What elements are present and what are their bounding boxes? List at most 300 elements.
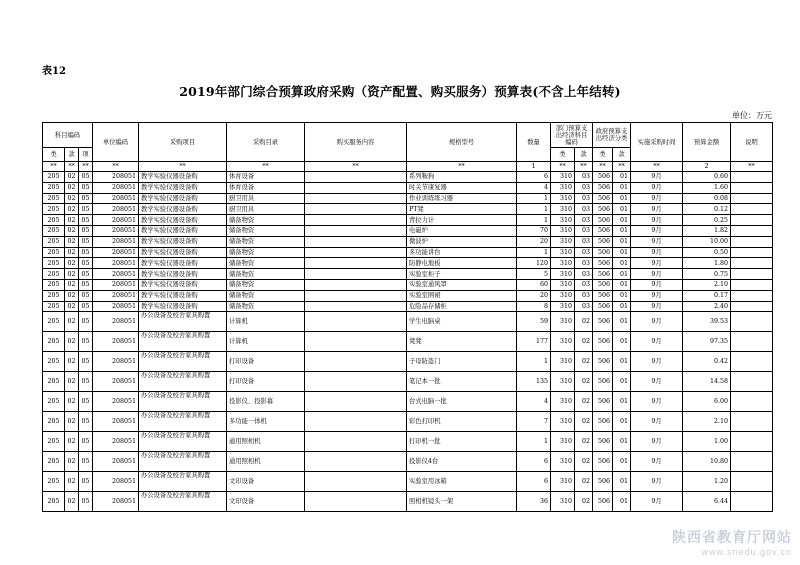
header-service: 购买服务内容 (305, 123, 407, 162)
cell-service (305, 172, 407, 183)
cell-gov-lei: 506 (593, 269, 613, 280)
cell-amount: 1.00 (683, 432, 731, 452)
cell-xiang: 05 (79, 472, 93, 492)
cell-dept-kuan: 02 (575, 372, 593, 392)
cell-time: 9月 (631, 193, 683, 204)
cell-note (731, 269, 773, 280)
cell-lei: 205 (43, 204, 65, 215)
cell-gov-lei: 506 (593, 172, 613, 183)
table-row (43, 225, 773, 236)
cell-qty: 36 (517, 492, 551, 512)
cell-service (305, 269, 407, 280)
cell-gov-kuan: 01 (613, 225, 631, 236)
cell-catalog: 储备物资 (227, 269, 305, 280)
cell-dept-lei: 310 (551, 236, 575, 247)
cell-amount: 0.75 (683, 269, 731, 280)
cell-kuan: 02 (65, 258, 79, 269)
header-amount: 预算金额 (683, 123, 731, 162)
cell-service (305, 290, 407, 301)
cell-service (305, 236, 407, 247)
cell-gov-lei: 506 (593, 332, 613, 352)
cell-xiang: 05 (79, 412, 93, 432)
cell-dept-lei: 310 (551, 258, 575, 269)
cell-unit-code: 208051 (93, 279, 139, 290)
cell-item: 教学实验仪器设备购 (139, 204, 227, 215)
cell-amount: 1.60 (683, 182, 731, 193)
cell-dept-lei: 310 (551, 472, 575, 492)
cell-time: 9月 (631, 225, 683, 236)
cell-gov-kuan: 01 (613, 412, 631, 432)
cell-dept-kuan: 03 (575, 258, 593, 269)
cell-catalog: 储备物资 (227, 258, 305, 269)
cell-gov-kuan: 01 (613, 182, 631, 193)
cell-unit-code: 208051 (93, 258, 139, 269)
table-row (43, 236, 773, 247)
cell-amount: 2.10 (683, 412, 731, 432)
idx-cell: ** (631, 162, 683, 172)
cell-kuan: 02 (65, 352, 79, 372)
header-unit-code: 单位编码 (93, 123, 139, 162)
cell-xiang: 05 (79, 432, 93, 452)
header-lei: 类 (43, 148, 65, 162)
cell-gov-lei: 506 (593, 312, 613, 332)
cell-item: 教学实验仪器设备购 (139, 225, 227, 236)
cell-spec: 系列鞍狗 (407, 172, 517, 183)
cell-lei: 205 (43, 472, 65, 492)
cell-xiang: 05 (79, 236, 93, 247)
cell-catalog: 投影仪、投影幕 (227, 392, 305, 412)
cell-qty: 1 (517, 193, 551, 204)
cell-dept-kuan: 03 (575, 236, 593, 247)
idx-cell: ** (65, 162, 79, 172)
cell-xiang: 05 (79, 332, 93, 352)
cell-unit-code: 208051 (93, 269, 139, 280)
cell-item: 办公设备及校舍家具购置 (139, 492, 227, 512)
cell-dept-kuan: 03 (575, 182, 593, 193)
cell-kuan: 02 (65, 182, 79, 193)
cell-catalog: 文印设备 (227, 472, 305, 492)
watermark-url: www.snedu.gov.cn (701, 547, 792, 557)
cell-qty: 60 (517, 279, 551, 290)
cell-spec: 凳凳 (407, 332, 517, 352)
cell-gov-lei: 506 (593, 247, 613, 258)
cell-amount: 0.12 (683, 204, 731, 215)
cell-gov-kuan: 01 (613, 215, 631, 226)
index-row (43, 162, 773, 172)
cell-dept-lei: 310 (551, 269, 575, 280)
cell-catalog: 通用照相机 (227, 452, 305, 472)
cell-item: 办公设备及校舍家具购置 (139, 432, 227, 452)
cell-qty: 120 (517, 258, 551, 269)
cell-amount: 0.17 (683, 290, 731, 301)
cell-lei: 205 (43, 392, 65, 412)
header-catalog: 采购目录 (227, 123, 305, 162)
cell-amount: 2.40 (683, 301, 731, 312)
cell-service (305, 412, 407, 432)
cell-catalog: 厨卫用具 (227, 204, 305, 215)
cell-dept-kuan: 03 (575, 225, 593, 236)
cell-unit-code: 208051 (93, 225, 139, 236)
cell-gov-lei: 506 (593, 225, 613, 236)
idx-cell: ** (93, 162, 139, 172)
header-item: 采购项目 (139, 123, 227, 162)
cell-kuan: 02 (65, 412, 79, 432)
table-row (43, 452, 773, 472)
cell-item: 办公设备及校舍家具购置 (139, 452, 227, 472)
cell-time: 9月 (631, 182, 683, 193)
cell-unit-code: 208051 (93, 352, 139, 372)
cell-service (305, 312, 407, 332)
cell-item: 办公设备及校舍家具购置 (139, 372, 227, 392)
cell-service (305, 247, 407, 258)
cell-service (305, 452, 407, 472)
cell-unit-code: 208051 (93, 412, 139, 432)
table-row (43, 372, 773, 392)
cell-note (731, 452, 773, 472)
header-impl-time: 实施采购时间 (631, 123, 683, 162)
cell-spec: 危险品存储柜 (407, 301, 517, 312)
cell-lei: 205 (43, 301, 65, 312)
table-row (43, 352, 773, 372)
cell-spec: 实验室柜子 (407, 269, 517, 280)
cell-gov-lei: 506 (593, 392, 613, 412)
cell-gov-kuan: 01 (613, 204, 631, 215)
cell-qty: 177 (517, 332, 551, 352)
cell-dept-lei: 310 (551, 352, 575, 372)
cell-spec: 台式电脑一批 (407, 392, 517, 412)
cell-time: 9月 (631, 247, 683, 258)
cell-gov-kuan: 01 (613, 432, 631, 452)
cell-gov-kuan: 01 (613, 301, 631, 312)
cell-item: 教学实验仪器设备购 (139, 215, 227, 226)
cell-spec: PT凳 (407, 204, 517, 215)
cell-amount: 10.80 (683, 452, 731, 472)
cell-note (731, 247, 773, 258)
cell-item: 办公设备及校舍家具购置 (139, 392, 227, 412)
cell-dept-lei: 310 (551, 279, 575, 290)
idx-cell: 2 (683, 162, 731, 172)
cell-spec: 作业训练练习器 (407, 193, 517, 204)
cell-note (731, 352, 773, 372)
cell-time: 9月 (631, 352, 683, 372)
cell-dept-lei: 310 (551, 412, 575, 432)
cell-amount: 0.42 (683, 352, 731, 372)
cell-spec: 打印机一批 (407, 432, 517, 452)
cell-gov-kuan: 01 (613, 332, 631, 352)
cell-unit-code: 208051 (93, 472, 139, 492)
cell-catalog: 打印设备 (227, 352, 305, 372)
header-dept-lei: 类 (551, 148, 575, 162)
cell-dept-kuan: 03 (575, 279, 593, 290)
cell-dept-lei: 310 (551, 392, 575, 412)
cell-amount: 10.00 (683, 236, 731, 247)
cell-unit-code: 208051 (93, 332, 139, 352)
cell-spec: 笔记本一批 (407, 372, 517, 392)
cell-time: 9月 (631, 392, 683, 412)
cell-time: 9月 (631, 269, 683, 280)
cell-kuan: 02 (65, 452, 79, 472)
cell-gov-kuan: 01 (613, 247, 631, 258)
cell-dept-kuan: 02 (575, 392, 593, 412)
cell-gov-kuan: 01 (613, 372, 631, 392)
cell-catalog: 厨卫用具 (227, 193, 305, 204)
cell-qty: 1 (517, 204, 551, 215)
cell-unit-code: 208051 (93, 432, 139, 452)
cell-item: 教学实验仪器设备购 (139, 236, 227, 247)
cell-xiang: 05 (79, 301, 93, 312)
idx-cell: ** (575, 162, 593, 172)
budget-table (42, 122, 773, 512)
cell-service (305, 193, 407, 204)
cell-gov-lei: 506 (593, 432, 613, 452)
cell-gov-lei: 506 (593, 452, 613, 472)
cell-gov-lei: 506 (593, 290, 613, 301)
cell-lei: 205 (43, 432, 65, 452)
cell-gov-kuan: 01 (613, 236, 631, 247)
table-row (43, 172, 773, 183)
cell-lei: 205 (43, 182, 65, 193)
cell-time: 9月 (631, 432, 683, 452)
watermark-title: 陕西省教育厅网站 (672, 530, 792, 546)
cell-lei: 205 (43, 452, 65, 472)
header-xiang: 项 (79, 148, 93, 162)
cell-spec: 多功能讲台 (407, 247, 517, 258)
cell-lei: 205 (43, 290, 65, 301)
cell-spec: 实验室通风罩 (407, 279, 517, 290)
cell-dept-lei: 310 (551, 312, 575, 332)
cell-lei: 205 (43, 258, 65, 269)
idx-cell: ** (139, 162, 227, 172)
header-gov-econ: 政府预算支出经济分类 (593, 123, 631, 148)
cell-qty: 6 (517, 452, 551, 472)
cell-qty: 6 (517, 472, 551, 492)
cell-catalog: 体育设备 (227, 182, 305, 193)
cell-time: 9月 (631, 332, 683, 352)
cell-xiang: 05 (79, 225, 93, 236)
cell-catalog: 通用照相机 (227, 432, 305, 452)
cell-time: 9月 (631, 215, 683, 226)
cell-amount: 0.60 (683, 172, 731, 183)
cell-unit-code: 208051 (93, 290, 139, 301)
table-row (43, 432, 773, 452)
cell-note (731, 236, 773, 247)
cell-gov-lei: 506 (593, 193, 613, 204)
cell-gov-kuan: 01 (613, 352, 631, 372)
cell-catalog: 储备物资 (227, 225, 305, 236)
header-dept-kuan: 款 (575, 148, 593, 162)
cell-kuan: 02 (65, 225, 79, 236)
cell-item: 办公设备及校舍家具购置 (139, 312, 227, 332)
cell-kuan: 02 (65, 193, 79, 204)
cell-dept-kuan: 03 (575, 247, 593, 258)
cell-note (731, 492, 773, 512)
cell-kuan: 02 (65, 279, 79, 290)
cell-gov-lei: 506 (593, 236, 613, 247)
cell-catalog: 文印设备 (227, 492, 305, 512)
cell-qty: 20 (517, 236, 551, 247)
cell-spec: 彩色打印机 (407, 412, 517, 432)
cell-dept-lei: 310 (551, 215, 575, 226)
cell-service (305, 352, 407, 372)
cell-amount: 0.25 (683, 215, 731, 226)
cell-unit-code: 208051 (93, 312, 139, 332)
cell-kuan: 02 (65, 172, 79, 183)
cell-time: 9月 (631, 372, 683, 392)
cell-qty: 70 (517, 225, 551, 236)
cell-gov-lei: 506 (593, 279, 613, 290)
cell-note (731, 392, 773, 412)
cell-lei: 205 (43, 247, 65, 258)
cell-kuan: 02 (65, 392, 79, 412)
cell-note (731, 193, 773, 204)
cell-catalog: 计算机 (227, 312, 305, 332)
table-row (43, 412, 773, 432)
header-note: 说明 (731, 123, 773, 162)
cell-time: 9月 (631, 412, 683, 432)
cell-gov-kuan: 01 (613, 492, 631, 512)
cell-catalog: 体育设备 (227, 172, 305, 183)
table-row (43, 290, 773, 301)
cell-lei: 205 (43, 269, 65, 280)
cell-item: 教学实验仪器设备购 (139, 290, 227, 301)
unit-label: 单位：万元 (732, 111, 772, 120)
cell-lei: 205 (43, 193, 65, 204)
cell-catalog: 打印设备 (227, 372, 305, 392)
cell-service (305, 372, 407, 392)
cell-time: 9月 (631, 472, 683, 492)
table-row (43, 247, 773, 258)
idx-cell: ** (613, 162, 631, 172)
cell-xiang: 05 (79, 182, 93, 193)
table-body (43, 172, 773, 512)
cell-spec: 电磁炉 (407, 225, 517, 236)
cell-xiang: 05 (79, 492, 93, 512)
table-row (43, 392, 773, 412)
cell-note (731, 172, 773, 183)
cell-spec: 实验室围裙 (407, 290, 517, 301)
cell-catalog: 储备物资 (227, 301, 305, 312)
cell-qty: 1 (517, 215, 551, 226)
cell-xiang: 05 (79, 215, 93, 226)
cell-dept-lei: 310 (551, 193, 575, 204)
cell-lei: 205 (43, 352, 65, 372)
cell-amount: 0.08 (683, 193, 731, 204)
cell-catalog: 储备物资 (227, 290, 305, 301)
cell-kuan: 02 (65, 269, 79, 280)
cell-gov-lei: 506 (593, 492, 613, 512)
cell-xiang: 05 (79, 193, 93, 204)
cell-gov-lei: 506 (593, 182, 613, 193)
cell-service (305, 301, 407, 312)
cell-dept-kuan: 02 (575, 332, 593, 352)
header-qty: 数量 (517, 123, 551, 162)
cell-gov-kuan: 01 (613, 279, 631, 290)
header-gov-kuan: 款 (613, 148, 631, 162)
cell-dept-kuan: 03 (575, 172, 593, 183)
header-dept-econ: 部门预算支出经济科目编码 (551, 123, 593, 148)
cell-xiang: 05 (79, 290, 93, 301)
idx-cell: ** (305, 162, 407, 172)
cell-service (305, 182, 407, 193)
cell-time: 9月 (631, 204, 683, 215)
cell-kuan: 02 (65, 247, 79, 258)
cell-service (305, 225, 407, 236)
cell-gov-kuan: 01 (613, 392, 631, 412)
cell-qty: 1 (517, 352, 551, 372)
cell-item: 教学实验仪器设备购 (139, 279, 227, 290)
cell-dept-lei: 310 (551, 204, 575, 215)
cell-xiang: 05 (79, 258, 93, 269)
cell-spec: 投影仪4台 (407, 452, 517, 472)
idx-cell: ** (731, 162, 773, 172)
cell-dept-lei: 310 (551, 432, 575, 452)
cell-amount: 2.10 (683, 279, 731, 290)
cell-spec: 防静电地板 (407, 258, 517, 269)
cell-kuan: 02 (65, 204, 79, 215)
cell-gov-lei: 506 (593, 412, 613, 432)
cell-dept-lei: 310 (551, 332, 575, 352)
cell-spec: 照相机镜头一架 (407, 492, 517, 512)
cell-gov-lei: 506 (593, 204, 613, 215)
table-number: 表12 (42, 66, 66, 77)
cell-service (305, 215, 407, 226)
cell-qty: 8 (517, 301, 551, 312)
cell-lei: 205 (43, 332, 65, 352)
cell-catalog: 多功能一体机 (227, 412, 305, 432)
cell-kuan: 02 (65, 312, 79, 332)
cell-qty: 4 (517, 392, 551, 412)
idx-cell: ** (593, 162, 613, 172)
cell-lei: 205 (43, 279, 65, 290)
cell-gov-kuan: 01 (613, 172, 631, 183)
cell-xiang: 05 (79, 392, 93, 412)
cell-qty: 1 (517, 247, 551, 258)
cell-unit-code: 208051 (93, 193, 139, 204)
cell-lei: 205 (43, 492, 65, 512)
table-row (43, 472, 773, 492)
cell-gov-lei: 506 (593, 372, 613, 392)
cell-gov-lei: 506 (593, 258, 613, 269)
cell-note (731, 312, 773, 332)
idx-cell: 1 (517, 162, 551, 172)
cell-unit-code: 208051 (93, 247, 139, 258)
cell-dept-lei: 310 (551, 301, 575, 312)
cell-time: 9月 (631, 492, 683, 512)
cell-amount: 1.82 (683, 225, 731, 236)
cell-unit-code: 208051 (93, 215, 139, 226)
cell-dept-lei: 310 (551, 182, 575, 193)
cell-qty: 59 (517, 312, 551, 332)
cell-dept-kuan: 03 (575, 204, 593, 215)
cell-spec: 学生电脑桌 (407, 312, 517, 332)
cell-note (731, 432, 773, 452)
cell-dept-lei: 310 (551, 247, 575, 258)
cell-catalog: 储备物资 (227, 236, 305, 247)
header-gov-lei: 类 (593, 148, 613, 162)
table-row (43, 279, 773, 290)
cell-amount: 1.80 (683, 258, 731, 269)
cell-gov-lei: 506 (593, 472, 613, 492)
cell-qty: 6 (517, 172, 551, 183)
cell-service (305, 492, 407, 512)
cell-amount: 6.00 (683, 392, 731, 412)
cell-note (731, 215, 773, 226)
cell-dept-kuan: 02 (575, 452, 593, 472)
cell-amount: 1.20 (683, 472, 731, 492)
cell-dept-kuan: 02 (575, 432, 593, 452)
cell-lei: 205 (43, 312, 65, 332)
cell-time: 9月 (631, 172, 683, 183)
